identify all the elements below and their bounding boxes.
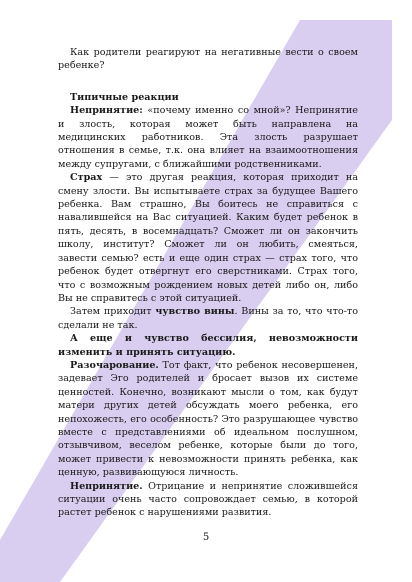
text-denial-2: Отрицание и непринятие сложившейся ситуации очень часто сопровождает семью, в которой растет ребенок с нарушениями развития.: [58, 480, 358, 519]
term-fear: Страх: [70, 172, 103, 184]
text-disappointment: Тот факт, что ребенок несовершенен, задевает Эго родителей и бросает вызов их системе ценностей. Конечно, возникают мысли о том, как будут матери других детей обсуждать моего ребенка, его непохожесть, его особенность? Это разрушающее чувство вместе с представлениями об идеальном послушном, отзывчивом, веселом ребенке, которые были до того, может привести к невозможности принять ребенка, как ценную, развивающуюся личность.: [58, 359, 358, 479]
term-disappointment: Разочарование.: [70, 359, 159, 371]
intro-question: Как родители реагируют на негативные вести о своем ребенке?: [58, 47, 358, 72]
text-denial: «почему именно со мной»? Непринятие и злость, которая может быть направлена на медицинских работников. Эта злость разрушает отношения в семье, т.к. она влияет на взаимоотношения между супругами, с ближайшими родственниками.: [58, 105, 358, 170]
section-title: Типичные реакции: [70, 91, 179, 103]
term-denial-2: Непринятие.: [70, 480, 143, 492]
page-number: 5: [202, 532, 210, 543]
paragraph-denial: [58, 104, 358, 171]
paragraph-helplessness: А еще и чувство бессилия, невозможности изменить и принять ситуацию.: [58, 333, 358, 358]
term-denial: Непринятие:: [70, 105, 143, 117]
text-fear: — это другая реакция, которая приходит на смену злости. Вы испытываете страх за будущее Вашего ребенка. Вам страшно, Вы боитесь не справиться с навалившейся на Вас ситуацией. Каким будет ребенок в пять, десять, в восемнадцать? Сможет ли он закончить школу, институт? Сможет ли он любить, смеяться, завести семью? есть и еще один страх — страх того, что ребенок будет отвергнут его сверстниками. Страх того, что с возможным рождением новых детей либо он, либо Вы не справитесь с этой ситуацией.: [58, 172, 358, 304]
paragraph-guilt: [58, 305, 358, 332]
text-guilt-pre: Затем приходит: [70, 306, 156, 318]
text-guilt-post: . Вины за то, что что-то сделали не так.: [58, 306, 358, 331]
term-guilt: чувство вины: [155, 306, 235, 318]
paragraph-fear: [58, 171, 358, 305]
paragraph-denial-2: [58, 480, 358, 520]
paragraph-disappointment: [58, 359, 358, 480]
page-body: [58, 46, 358, 520]
